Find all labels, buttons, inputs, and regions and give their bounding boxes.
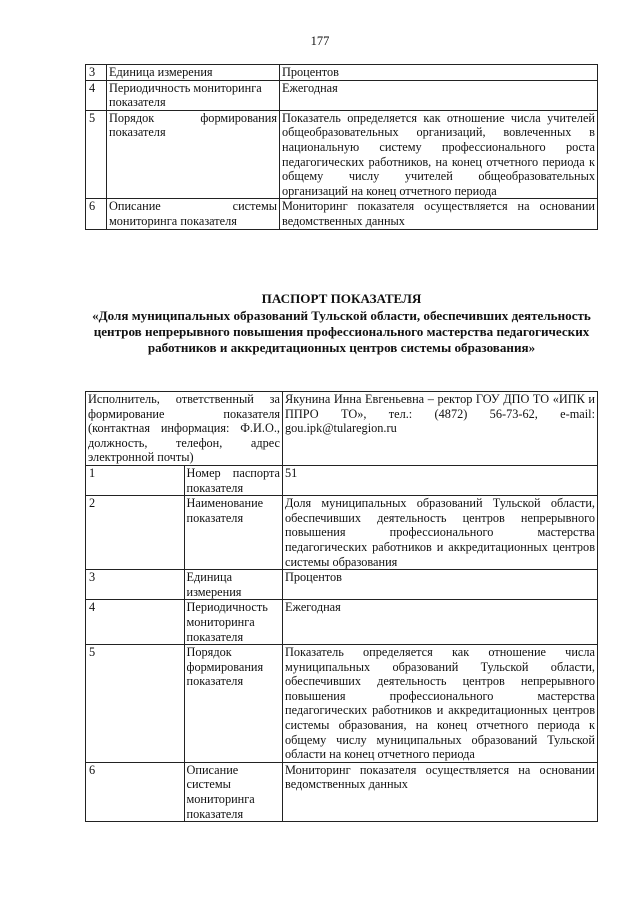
row-value: Показатель определяется как отношение числа муниципальных образований Тульской области, обеспечивших деятельность центров непрерывного повышения профессионального мастерства педагогических работников и аккредитационных центров системы образования, на конец отчетного периода к общему числу муниципальных образований Тульской области на конец отчетного периода <box>283 645 598 763</box>
row-value: 51 <box>283 465 598 495</box>
passport-subtitle: «Доля муниципальных образований Тульской области, обеспечивших деятельность центров непрерывного повышения профессионального мастерства педагогических работников и аккредитационных центров системы образования» <box>92 308 591 355</box>
table-row <box>86 199 598 229</box>
table-row <box>86 600 598 645</box>
row-label: Порядок формирования показателя <box>107 110 280 199</box>
indicator-table-continued <box>85 64 598 230</box>
row-label: Наименование показателя <box>184 496 283 570</box>
executor-value: Якунина Инна Евгеньевна – ректор ГОУ ДПО ТО «ИПК и ППРО ТО», тел.: (4872) 56-73-62, e-mail: gou.ipk@tularegion.ru <box>283 392 598 466</box>
row-value: Процентов <box>280 65 598 81</box>
table-row <box>86 762 598 821</box>
row-label: Описание системы мониторинга показателя <box>184 762 283 821</box>
row-number: 3 <box>86 570 185 600</box>
row-value: Ежегодная <box>283 600 598 645</box>
passport-title: ПАСПОРТ ПОКАЗАТЕЛЯ <box>261 291 422 306</box>
table-row <box>86 110 598 199</box>
row-value: Процентов <box>283 570 598 600</box>
row-label: Номер паспорта показателя <box>184 465 283 495</box>
row-number: 3 <box>86 65 107 81</box>
row-number: 2 <box>86 496 185 570</box>
page-number: 177 <box>310 34 330 48</box>
row-number: 4 <box>86 600 185 645</box>
row-number: 6 <box>86 762 185 821</box>
row-label: Единица измерения <box>184 570 283 600</box>
row-label: Периодичность мониторинга показателя <box>107 80 280 110</box>
table-row <box>86 496 598 570</box>
table-row <box>86 80 598 110</box>
row-label: Периодичность мониторинга показателя <box>184 600 283 645</box>
row-number: 6 <box>86 199 107 229</box>
row-number: 5 <box>86 110 107 199</box>
row-value: Показатель определяется как отношение числа учителей общеобразовательных организаций, вовлеченных в национальную систему профессионального роста педагогических работников, на конец отчетного периода к общему числу учителей общеобразовательных организаций на конец отчетного периода <box>280 110 598 199</box>
row-number: 5 <box>86 645 185 763</box>
row-value: Мониторинг показателя осуществляется на основании ведомственных данных <box>280 199 598 229</box>
row-label: Единица измерения <box>107 65 280 81</box>
table-row-executor <box>86 392 598 466</box>
table-row <box>86 465 598 495</box>
table-row <box>86 65 598 81</box>
row-value: Доля муниципальных образований Тульской области, обеспечивших деятельность центров непрерывного повышения профессионального мастерства педагогических работников и аккредитационных центров системы образования <box>283 496 598 570</box>
row-label: Порядок формирования показателя <box>184 645 283 763</box>
row-number: 4 <box>86 80 107 110</box>
indicator-passport-table <box>85 391 598 822</box>
row-value: Мониторинг показателя осуществляется на основании ведомственных данных <box>283 762 598 821</box>
row-number: 1 <box>86 465 185 495</box>
executor-label: Исполнитель, ответственный за формирование показателя (контактная информация: Ф.И.О., должность, телефон, адрес электронной почты) <box>86 392 283 466</box>
table-row <box>86 570 598 600</box>
row-label: Описание системы мониторинга показателя <box>107 199 280 229</box>
table-row <box>86 645 598 763</box>
row-value: Ежегодная <box>280 80 598 110</box>
